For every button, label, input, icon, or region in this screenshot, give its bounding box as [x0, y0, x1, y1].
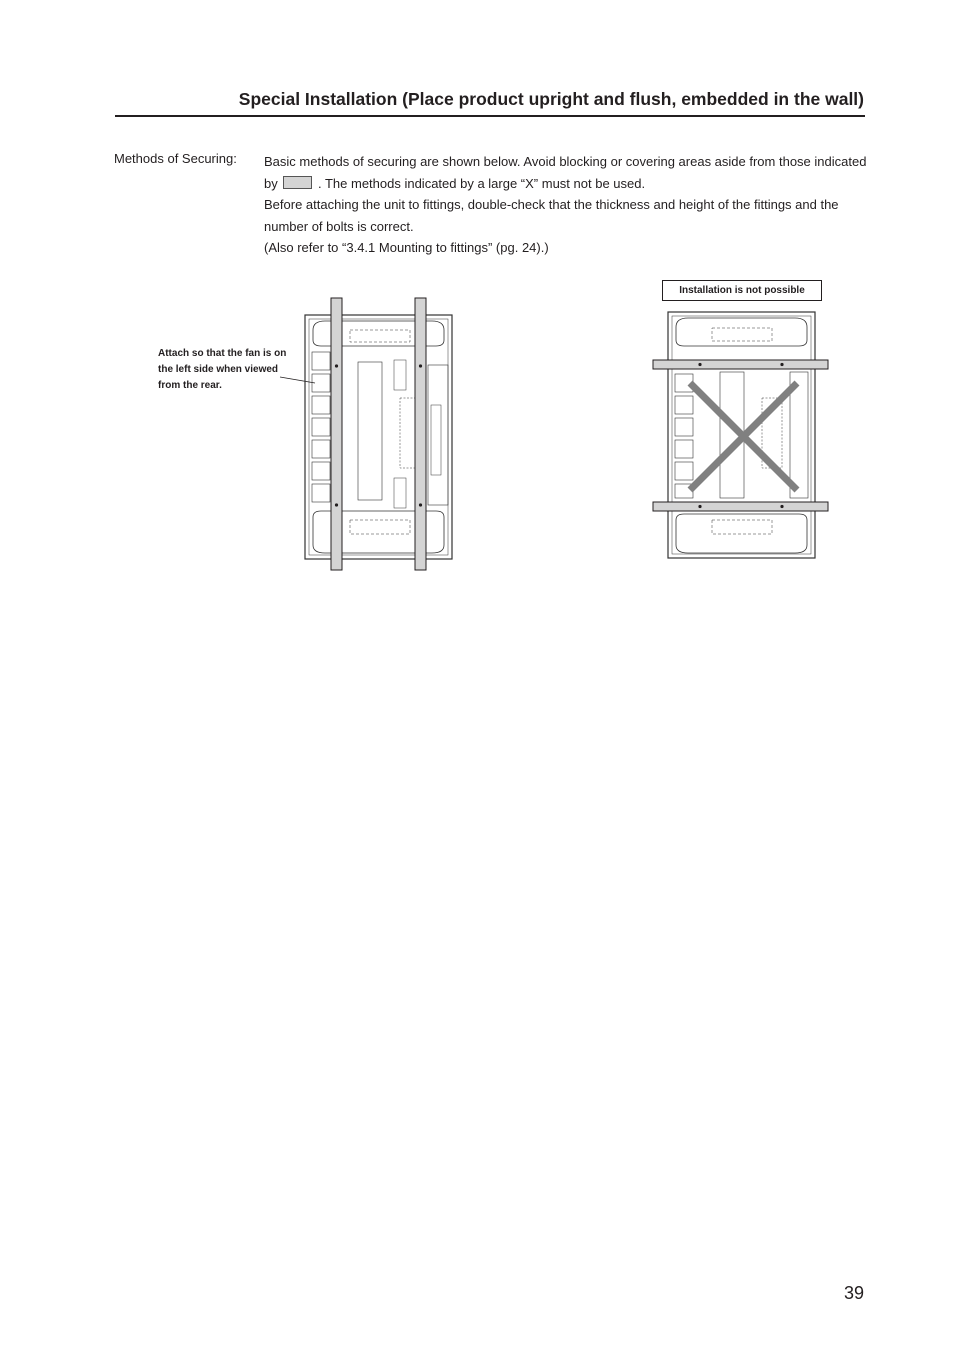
- page-title: Special Installation (Place product upright and flush, embedded in the wall): [238, 89, 864, 109]
- top-vent: [350, 330, 410, 342]
- figure-allowed-vertical: [305, 315, 452, 559]
- top-cover-2: [676, 318, 807, 346]
- installation-not-possible-label: Installation is not possible: [662, 280, 822, 301]
- not-allowed-x-mark: [690, 383, 797, 490]
- methods-label: Methods of Securing:: [114, 151, 237, 166]
- methods-paragraph-3: (Also refer to “3.4.1 Mounting to fittings” (pg. 24).): [264, 240, 549, 256]
- circuit-board-lower: [394, 478, 406, 508]
- bottom-cover-2: [676, 514, 807, 553]
- circuit-board-upper: [394, 360, 406, 390]
- methods-paragraph-2: Before attaching the unit to fittings, double-check that the thickness and height of the fittings and the number of bolts is correct.: [264, 197, 839, 234]
- panel-rear-outline: [305, 315, 452, 559]
- top-vent-2: [712, 328, 772, 341]
- vertical-fitting-right: [415, 298, 426, 570]
- callout-leader-line: [280, 377, 315, 383]
- methods-line1-after: . The methods indicated by a large “X” must not be used.: [317, 175, 646, 191]
- bottom-vent-2: [712, 520, 772, 534]
- fitting-bolts-left: [335, 364, 422, 506]
- center-panel: [358, 362, 382, 500]
- horizontal-fitting-bottom: [653, 502, 828, 511]
- fan-column: [312, 352, 330, 502]
- vertical-fitting-left: [331, 298, 342, 570]
- bottom-vent: [350, 520, 410, 534]
- fan-side-callout: Attach so that the fan is on the left side when viewed from the rear.: [158, 348, 287, 391]
- side-connector: [431, 405, 441, 475]
- page-number: 39: [843, 1283, 864, 1303]
- methods-line1-before: Basic methods of securing are shown below. Avoid blocking or covering areas aside from those indicated by: [264, 154, 867, 191]
- horizontal-fitting-top: [653, 360, 828, 369]
- fan-column-2: [675, 374, 693, 498]
